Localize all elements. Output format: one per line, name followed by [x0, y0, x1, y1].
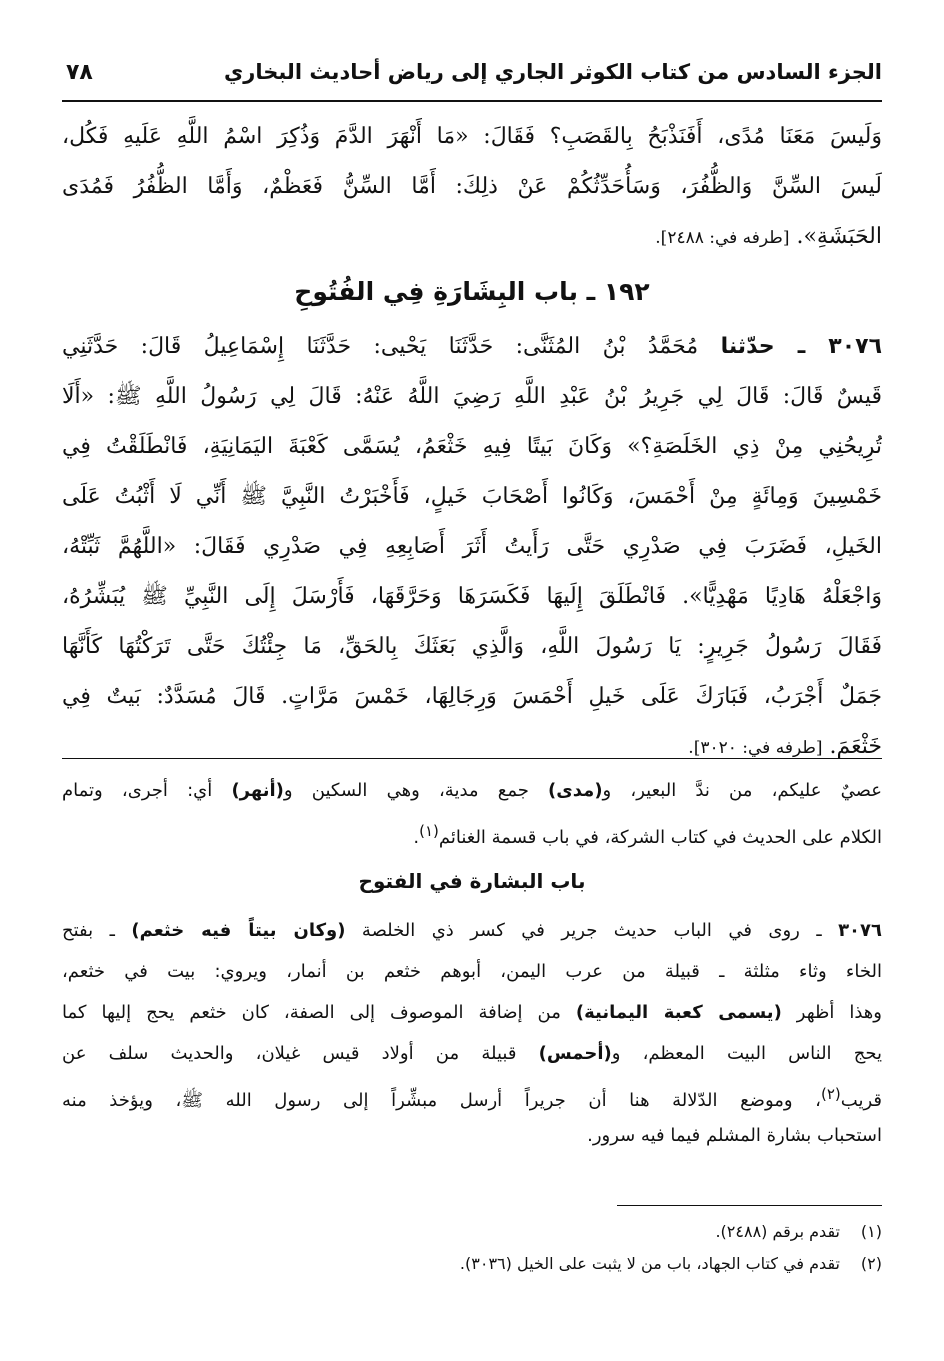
- running-header: [62, 50, 882, 102]
- commentary-line: وهذا أظهر (يسمى كعبة اليمانية) من إضافة الموصوف إلى الصفة، كان خثعم يحج إليها كما: [62, 1002, 882, 1023]
- hadith-text-block: [62, 112, 882, 772]
- cross-reference: [طرفه في: ٣٠٢٠].: [688, 738, 823, 758]
- text-line: وَاجْعَلْهُ هَادِيًا مَهْدِيًّا». فَانْطَلَقَ إِلَيهَا فَكَسَرَهَا وَحَرَّقَهَا، فَأَرْسَلَ إِلَى النَّبِيِّ ﷺ يُبَشِّرُهُ،: [62, 584, 882, 609]
- commentary-line: عصيٌ عليكم، من ندَّ البعير، و(مدى) جمع مدية، وهي السكين و(أنهر) أي: أجرى، وتمام: [62, 780, 882, 801]
- commentary-block: [62, 770, 882, 1156]
- commentary-heading: باب البشارة في الفتوح: [358, 869, 586, 893]
- chapter-title: ١٩٢ ـ باب البِشَارَةِ فِي الفُتُوحِ: [294, 277, 650, 306]
- commentary-line: قريب$^{(٢)}$، وموضع الدّلالة هنا أن جريراً أرسل مبشِّراً إلى رسول الله ﷺ، ويؤخذ منه: [62, 1085, 882, 1111]
- commentary-line: الخاء وثاء مثلثة ـ قبيلة من عرب اليمن، أبوهم خثعم بن أنمار، ويروي: بيت في خثعم،: [62, 961, 882, 982]
- text-line: ٣٠٧٦ ـ حدّثنا مُحَمَّدُ بْنُ المُثَنَّى: حَدَّثَنَا يَحْيى: حَدَّثَنَا إِسْمَاعِيلُ قَالَ: حَدَّثَنِي: [62, 334, 882, 359]
- footnote-divider: [617, 1205, 882, 1206]
- text-line: خَمْسِينَ وَمِائَةٍ مِنْ أَحْمَسَ، وَكَانُوا أَصْحَابَ خَيلٍ، فَأَخْبَرْتُ النَّبِيَّ ﷺ أَنِّي لَا أَثْبُتُ عَلَى: [62, 484, 882, 509]
- header-title: الجزء السادس من كتاب الكوثر الجاري إلى رياض أحاديث البخاري: [224, 60, 882, 84]
- commentary-line: استحباب بشارة المشلم فيما فيه سرور.: [587, 1125, 882, 1146]
- footnotes: [62, 1216, 882, 1280]
- cross-reference: [طرفه في: ٢٤٨٨].: [655, 228, 790, 248]
- text-line: وَلَيسَ مَعَنَا مُدًى، أَفَنَذْبَحُ بِالقَصَبِ؟ فَقَالَ: «مَا أَنْهَرَ الدَّمَ وَذُكِرَ اسْمُ اللَّهِ عَلَيهِ فَكُل،: [62, 124, 882, 149]
- commentary-line: الكلام على الحديث في كتاب الشركة، في باب قسمة الغنائم$^{(١)}$.: [413, 822, 882, 848]
- footnote: (٢)تقدم في كتاب الجهاد، باب من لا يثبت على الخيل (٣٠٣٦).: [459, 1254, 882, 1273]
- page-number: ٧٨: [66, 60, 93, 85]
- footnote: (١)تقدم برقم (٢٤٨٨).: [715, 1222, 882, 1241]
- text-line: خَثْعَمَ. [طرفه في: ٣٠٢٠].: [688, 734, 882, 759]
- text-line: قَيسٌ قَالَ: قَالَ لِي جَرِيرُ بْنُ عَبْدِ اللَّهِ رَضِيَ اللَّهُ عَنْهُ: قَالَ لِي رَسُولُ اللَّهِ ﷺ: «أَلَا: [62, 384, 882, 409]
- footnote-marker: (١): [419, 822, 439, 840]
- footnote-marker: (٢): [820, 1085, 841, 1103]
- hadith-number: ٣٠٧٦ ـ حدّثنا: [720, 334, 882, 359]
- text-line: الخَيلِ، فَضَرَبَ فِي صَدْرِي حَتَّى رَأَيتُ أَثَرَ أَصَابِعِهِ فِي صَدْرِي فَقَالَ: «اللَّهُمَّ ثَبِّتْهُ،: [62, 534, 882, 559]
- text-line: الحَبَشَةِ». [طرفه في: ٢٤٨٨].: [655, 224, 882, 249]
- text-line: جَمَلٌ أَجْرَبُ، فَبَارَكَ عَلَى خَيلِ أَحْمَسَ وَرِجَالِهَا، خَمْسَ مَرَّاتٍ. قَالَ مُسَدَّدٌ: بَيتٌ فِي: [62, 684, 882, 709]
- text-line: لَيسَ السِّنَّ وَالظُّفُرَ، وَسَأُحَدِّثُكُمْ عَنْ ذلِكَ: أَمَّا السِّنُّ فَعَظْمٌ، وَأَمَّا الظُّفُرُ فَمُدَى: [62, 174, 882, 199]
- text-line: تُرِيحُنِي مِنْ ذِي الخَلَصَةِ؟» وَكَانَ بَيتًا فِيهِ خَثْعَمُ، يُسَمَّى كَعْبَةَ اليَمَانِيَةِ، فَانْطَلَقْتُ فِي: [62, 434, 882, 459]
- commentary-line: ٣٠٧٦ ـ روى في الباب حديث جرير في كسر ذي الخلصة (وكان بيتاً فيه خثعم) ـ بفتح: [62, 920, 882, 941]
- commentary-line: يحج الناس البيت المعظم، و(أحمس) قبيلة من أولاد قيس غيلان، والحديث سلف عن: [62, 1043, 882, 1064]
- section-divider: [62, 758, 882, 759]
- text-line: فَقَالَ رَسُولُ جَرِيرٍ: يَا رَسُولَ اللَّهِ، وَالَّذِي بَعَثَكَ بِالحَقِّ، مَا جِئْتُكَ حَتَّى تَرَكْتُهَا كَأَنَّهَا: [62, 634, 882, 659]
